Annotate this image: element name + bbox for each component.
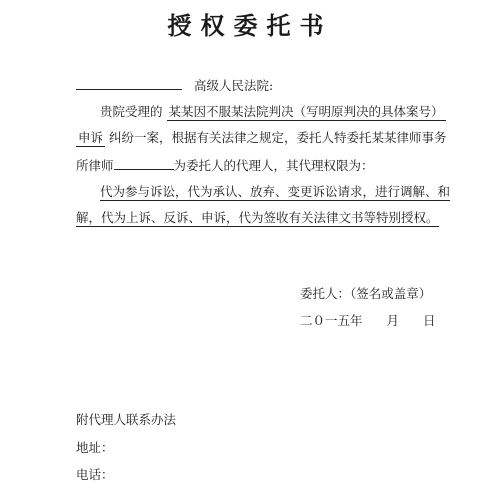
principal-signature: 委托人：（签名或盖章）: [300, 286, 432, 301]
document-title: 授权委托书: [167, 11, 333, 40]
para1-line3-suffix: 为委托人的代理人，其代理权限为：: [173, 158, 374, 173]
address-label: 地址：: [76, 440, 114, 455]
paragraph-line-2: [76, 130, 447, 146]
para1-prefix: 贵院受理的: [100, 104, 163, 119]
authority-text-2: 解，代为上诉、反诉、申诉，代为签收有关法律文书等特别授权。: [76, 210, 439, 225]
case-type: 申诉: [78, 130, 104, 145]
paragraph-line-1: [100, 104, 446, 120]
authority-line-2: [76, 210, 439, 226]
signing-date: [300, 313, 436, 329]
para1-line3-prefix: 所律师: [76, 158, 114, 173]
paragraph-line-3: [76, 156, 374, 174]
court-line: [76, 76, 273, 94]
court-name-blank[interactable]: [76, 76, 182, 90]
lawyer-name-blank[interactable]: [114, 156, 174, 170]
para1-line2-rest: 纠纷一案，根据有关法律之规定，委托人特委托某某律师事务: [109, 130, 447, 145]
date-day: 日: [423, 313, 436, 328]
date-year: 二０一五年: [300, 313, 363, 328]
authority-text-1: 代为参与诉讼，代为承认、放弃、变更诉讼请求，进行调解、和: [100, 184, 451, 199]
phone-label: 电话：: [76, 467, 114, 482]
date-month: 月: [386, 313, 400, 328]
case-description: 某某因不服某法院判决（写明原判决的具体案号）: [168, 104, 444, 119]
contact-heading: 附代理人联系办法: [76, 412, 177, 427]
authority-line-1: [100, 184, 450, 200]
court-suffix: 高级人民法院:: [193, 78, 274, 93]
